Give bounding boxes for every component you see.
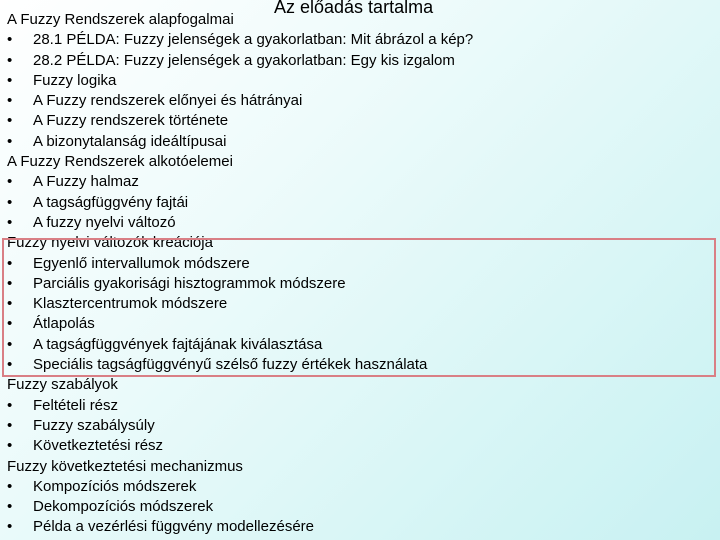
list-item [7,436,717,456]
list-item-label: Példa a vezérlési függvény modellezésére [33,518,314,536]
list-item-label: A Fuzzy rendszerek előnyei és hátrányai [33,92,303,110]
list-item [7,213,717,233]
list-item-label: Parciális gyakorisági hisztogrammok módszere [33,274,346,292]
section-heading: A Fuzzy Rendszerek alapfogalmai [7,11,234,28]
list-item-label: 28.1 PÉLDA: Fuzzy jelenségek a gyakorlatban: Mit ábrázol a kép? [33,31,474,49]
list-item-label: Speciális tagságfüggvényű szélső fuzzy értékek használata [33,356,428,374]
list-item [7,30,717,50]
list-item-label: Feltételi rész [33,396,119,414]
outline-list [7,10,717,538]
list-item-label: Dekompozíciós módszerek [33,498,214,516]
list-item-label: Fuzzy logika [33,71,117,89]
list-item [7,477,717,497]
list-item [7,111,717,131]
list-item [7,132,717,152]
bullet-icon: • [7,193,13,211]
list-item-label: Egyenlő intervallumok módszere [33,254,250,272]
bullet-icon: • [7,254,13,272]
section-heading: Fuzzy nyelvi változók kreációja [7,234,213,252]
bullet-icon: • [7,112,13,130]
list-item [7,517,717,537]
list-item-label: Klasztercentrumok módszere [33,295,228,313]
list-item-label: 28.2 PÉLDA: Fuzzy jelenségek a gyakorlatban: Egy kis izgalom [33,51,455,69]
list-item [7,335,717,355]
section-heading: Fuzzy szabályok [7,376,118,394]
bullet-icon: • [7,356,13,374]
list-item-label: A Fuzzy halmaz [33,173,139,191]
list-item-label: A tagságfüggvény fajtái [33,193,189,211]
bullet-icon: • [7,51,13,69]
bullet-icon: • [7,477,13,495]
list-item-label: Fuzzy szabálysúly [33,416,155,434]
bullet-icon: • [7,31,13,49]
list-item [7,416,717,436]
bullet-icon: • [7,92,13,110]
list-item [7,172,717,192]
section-heading: Fuzzy következtetési mechanizmus [7,457,243,475]
list-item [7,193,717,213]
list-item [7,314,717,334]
bullet-icon: • [7,498,13,516]
list-item-label: A Fuzzy rendszerek története [33,112,229,130]
bullet-icon: • [7,396,13,414]
bullet-icon: • [7,335,13,353]
list-item [7,71,717,91]
list-item [7,497,717,517]
list-item-label: A tagságfüggvények fajtájának kiválasztása [33,335,323,353]
section-heading: A Fuzzy Rendszerek alkotóelemei [7,153,233,171]
bullet-icon: • [7,518,13,536]
list-item-label: Átlapolás [33,315,95,333]
bullet-icon: • [7,213,13,231]
bullet-icon: • [7,132,13,150]
bullet-icon: • [7,315,13,333]
list-item-label: A fuzzy nyelvi változó [33,213,176,231]
list-item [7,274,717,294]
bullet-icon: • [7,437,13,455]
bullet-icon: • [7,416,13,434]
list-item [7,294,717,314]
bullet-icon: • [7,173,13,191]
list-item [7,91,717,111]
list-item [7,51,717,71]
list-item [7,355,717,375]
list-item-label: Következtetési rész [33,437,164,455]
list-item-label: A bizonytalanság ideáltípusai [33,132,227,150]
list-item [7,396,717,416]
bullet-icon: • [7,274,13,292]
bullet-icon: • [7,71,13,89]
list-item [7,254,717,274]
bullet-icon: • [7,295,13,313]
list-item-label: Kompozíciós módszerek [33,477,197,495]
slide-title: Az előadás tartalma [274,0,434,17]
